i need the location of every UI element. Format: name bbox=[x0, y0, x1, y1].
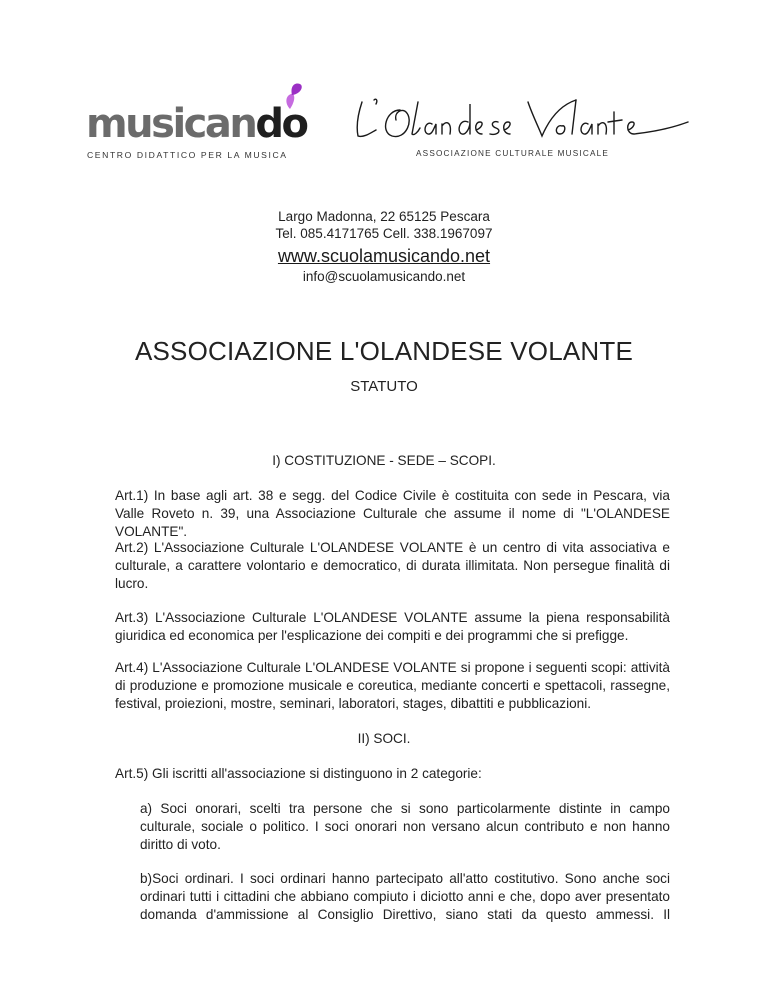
website-link[interactable]: www.scuolamusicando.net bbox=[277, 246, 491, 266]
phone: Tel. 085.4171765 Cell. 338.1967097 bbox=[275, 226, 493, 241]
article-4: Art.4) L'Associazione Culturale L'OLANDESE VOLANTE si propone i seguenti scopi: attività di produzione e promozione musicale e coreutica, mediante concerti e spettacoli, rassegne, festival, proiezioni, mostre, seminari, laboratori, stages, dibattiti e pubblicazioni. bbox=[115, 660, 670, 711]
article-2: Art.2) L'Associazione Culturale L'OLANDESE VOLANTE è un centro di vita associativa e culturale, a carattere volontario e democratico, di durata illimitata. Non persegue finalità di lucro. bbox=[115, 540, 670, 591]
section-heading-1: I) COSTITUZIONE - SEDE – SCOPI. bbox=[272, 453, 496, 468]
musicando-logo bbox=[86, 82, 308, 162]
musicando-tagline: CENTRO DIDATTICO PER LA MUSICA bbox=[87, 150, 288, 160]
section-heading-2: II) SOCI. bbox=[357, 731, 411, 746]
article-3: Art.3) L'Associazione Culturale L'OLANDESE VOLANTE assume la piena responsabilità giuridica ed economica per l'esplicazione dei compiti e dei programmi che si prefigge. bbox=[115, 610, 670, 643]
musicando-wordmark: musicando bbox=[86, 101, 307, 147]
email-link[interactable]: info@scuolamusicando.net bbox=[302, 269, 466, 284]
article-5b: b)Soci ordinari. I soci ordinari hanno partecipato all'atto costitutivo. Sono anche soci ordinari tutti i cittadini che abbiano compiuto i diciotto anni e che, dopo aver presentato domanda d'ammissione al Consiglio Direttivo, siano stati da questo ammessi. Il bbox=[140, 871, 670, 922]
contacts-block bbox=[0, 208, 768, 285]
olandese-signature-icon bbox=[352, 92, 692, 148]
article-5a: a) Soci onorari, scelti tra persone che si sono particolarmente distinte in campo culturale, sociale o politico. I soci onorari non versano alcun contributo e non hanno diritto di voto. bbox=[140, 801, 670, 852]
olandese-tagline: ASSOCIAZIONE CULTURALE MUSICALE bbox=[416, 149, 610, 158]
article-1: Art.1) In base agli art. 38 e segg. del Codice Civile è costituita con sede in Pescara, via Valle Roveto n. 39, una Associazione Culturale che assume il nome di "L'OLANDESE VOLANTE". bbox=[115, 488, 670, 539]
article-5: Art.5) Gli iscritti all'associazione si distinguono in 2 categorie: bbox=[115, 766, 482, 781]
address: Largo Madonna, 22 65125 Pescara bbox=[278, 209, 490, 224]
document-title: ASSOCIAZIONE L'OLANDESE VOLANTE bbox=[134, 336, 634, 366]
olandese-volante-logo bbox=[352, 92, 692, 162]
document-subtitle: STATUTO bbox=[350, 378, 418, 395]
